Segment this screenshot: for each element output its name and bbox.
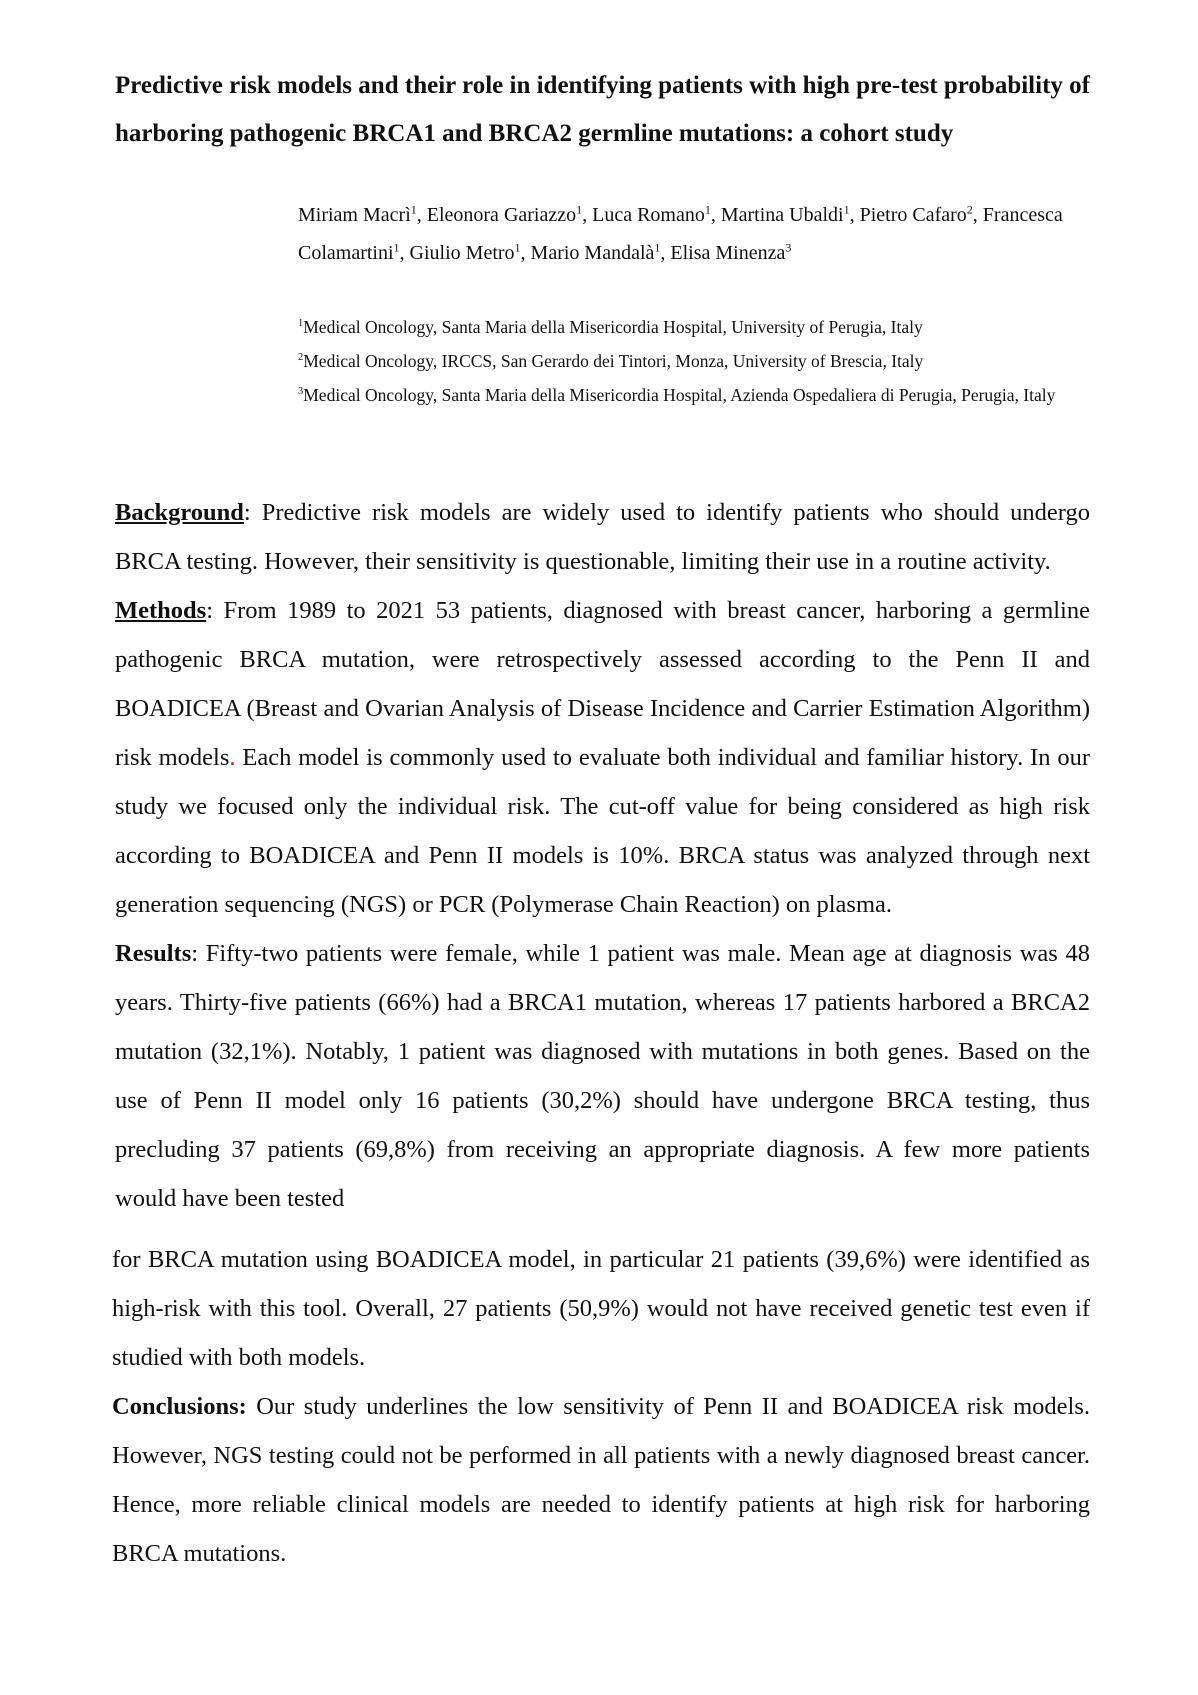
author-separator: , xyxy=(399,242,410,264)
methods-text: : From 1989 to 2021 53 patients, diagnosed with breast cancer, harboring a germline pathogenic BRCA mutation, were retrospectively assessed according to the Penn II and BOADICEA (Breast and Ovarian Analysis of Disease Incidence and Carrier Estimation Algorithm) risk models xyxy=(115,597,1090,771)
author-separator: , xyxy=(582,204,593,226)
results-text: : Fifty-two patients were female, while 1 patient was male. Mean age at diagnosis was 48 years. Thirty-five patients (66%) had a BRCA1 mutation, whereas 17 patients harbored a BRCA2 mutation (32,1%). Notably, 1 patient was diagnosed with mutations in both genes. Based on the use of Penn II model only 16 patients (30,2%) should have undergone BRCA testing, thus precluding 37 patients (69,8%) from receiving an appropriate diagnosis. A few more patients would have been tested xyxy=(115,940,1090,1212)
methods-text-continued: Each model is commonly used to evaluate both individual and familiar history. In our study we focused only the individual risk. The cut-off value for being considered as high risk according to BOADICEA and Penn II models is 10%. BRCA status was analyzed through next generation sequencing (NGS) or PCR (Polymerase Chain Reaction) on plasma. xyxy=(115,744,1090,918)
author-affiliation-marker: 3 xyxy=(785,240,792,255)
author-name: Miriam Macrì xyxy=(298,204,411,226)
author-list xyxy=(298,196,1098,272)
author-name: Giulio Metro xyxy=(409,242,515,264)
affiliation-number: 3 xyxy=(298,386,304,398)
red-period-mark: . xyxy=(229,744,236,771)
paper-title: Predictive risk models and their role in identifying patients with high pre-test probability of harboring pathogenic BRCA1 and BRCA2 germline mutations: a cohort study xyxy=(115,72,1090,147)
affiliation-number: 1 xyxy=(298,318,304,330)
author-affiliation-marker: 2 xyxy=(966,202,973,217)
affiliation-1 xyxy=(298,310,1098,344)
affiliation-text: Medical Oncology, Santa Maria della Misericordia Hospital, Azienda Ospedaliera di Perugia, Perugia, Italy xyxy=(303,385,1056,405)
author-name: Francesca Colamartini xyxy=(298,204,1063,264)
methods-label: Methods xyxy=(115,597,207,624)
author-separator: , xyxy=(660,242,671,264)
affiliation-2 xyxy=(298,344,1098,378)
background-text: : Predictive risk models are widely used to identify patients who should undergo BRCA testing. However, their sensitivity is questionable, limiting their use in a routine activity. xyxy=(115,499,1090,575)
results-label: Results xyxy=(115,940,192,967)
author-affiliation-marker: 1 xyxy=(704,202,711,217)
author-affiliation-marker: 1 xyxy=(843,202,850,217)
author-name: Pietro Cafaro xyxy=(859,204,967,226)
author-affiliation-marker: 1 xyxy=(410,202,417,217)
affiliation-list xyxy=(298,310,1098,412)
affiliation-text: Medical Oncology, Santa Maria della Misericordia Hospital, University of Perugia, Italy xyxy=(303,317,923,337)
conclusions-section xyxy=(112,1382,1090,1578)
author-name: Mario Mandalà xyxy=(530,242,655,264)
author-separator: , xyxy=(972,204,983,226)
author-separator: , xyxy=(710,204,721,226)
author-separator: , xyxy=(416,204,427,226)
author-affiliation-marker: 1 xyxy=(576,202,583,217)
affiliation-3 xyxy=(298,378,1098,412)
results-section xyxy=(115,929,1090,1223)
author-affiliation-marker: 1 xyxy=(654,240,661,255)
author-separator: , xyxy=(849,204,860,226)
author-separator: , xyxy=(520,242,531,264)
affiliation-text: Medical Oncology, IRCCS, San Gerardo dei Tintori, Monza, University of Brescia, Italy xyxy=(303,351,924,371)
background-label: Background xyxy=(115,499,244,526)
results-section-continued: for BRCA mutation using BOADICEA model, in particular 21 patients (39,6%) were identified as high-risk with this tool. Overall, 27 patients (50,9%) would not have received genetic test even if studied with both models. xyxy=(112,1246,1090,1371)
methods-section xyxy=(115,586,1090,929)
author-name: Eleonora Gariazzo xyxy=(426,204,577,226)
author-name: Martina Ubaldi xyxy=(720,204,844,226)
abstract xyxy=(112,488,1090,1578)
author-name: Luca Romano xyxy=(592,204,705,226)
author-name: Elisa Minenza xyxy=(670,242,786,264)
conclusions-label: Conclusions: xyxy=(112,1393,247,1420)
background-section xyxy=(115,488,1090,586)
author-affiliation-marker: 1 xyxy=(514,240,521,255)
author-affiliation-marker: 1 xyxy=(393,240,400,255)
affiliation-number: 2 xyxy=(298,352,304,364)
conclusions-text: Our study underlines the low sensitivity of Penn II and BOADICEA risk models. However, NGS testing could not be performed in all patients with a newly diagnosed breast cancer. Hence, more reliable clinical models are needed to identify patients at high risk for harboring BRCA mutations. xyxy=(112,1393,1090,1567)
